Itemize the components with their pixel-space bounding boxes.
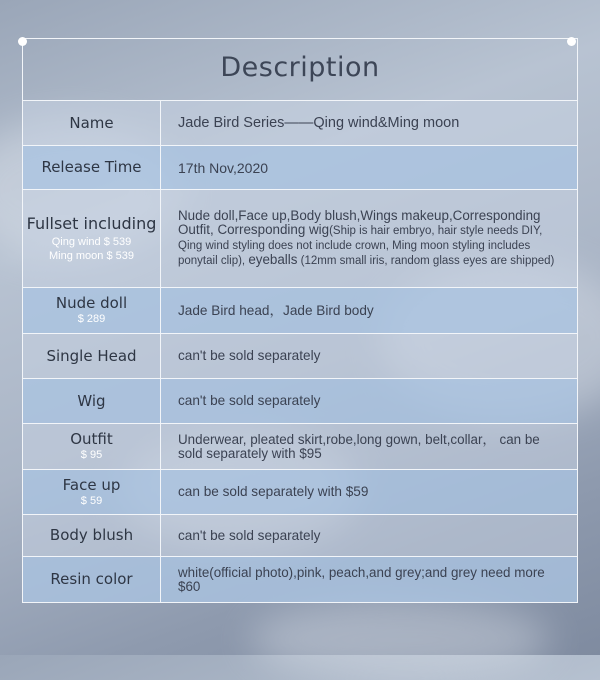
price-tag: $ 289 (77, 313, 106, 325)
row-label: Resin color (50, 570, 133, 588)
row-value-cell (161, 288, 578, 334)
row-label: Outfit (70, 430, 113, 448)
table-row (23, 379, 578, 424)
page-title: Description (220, 52, 380, 83)
row-value-cell (161, 190, 578, 288)
table-row (23, 470, 578, 515)
row-value-cell (161, 379, 578, 424)
spec-table (22, 100, 578, 603)
table-row (23, 146, 578, 190)
row-value: can't be sold separately (178, 527, 321, 543)
price-tag: $ 59 (80, 494, 103, 507)
row-label-cell (23, 557, 161, 603)
row-value: 17th Nov,2020 (178, 159, 269, 176)
table-row (23, 557, 578, 603)
fullset-wig-note: (Ship is hair embryo, hair style needs DIY, Qing wind styling does not include crown, Ming moon styling includes ponytail clip), (178, 225, 543, 267)
table-row (23, 334, 578, 379)
price-tag: $ 95 (80, 449, 103, 461)
row-label: Body blush (49, 526, 134, 544)
row-value-cell (161, 334, 578, 379)
row-value: Underwear, pleated skirt,robe,long gown, belt,collar， can be sold separately with $95 (178, 431, 540, 461)
row-label-cell (23, 379, 161, 424)
corner-dot-left (18, 37, 27, 46)
row-label-cell (23, 146, 161, 190)
price-tag: Qing wind $ 539 (51, 235, 132, 248)
row-label: Name (69, 113, 114, 132)
row-label: Face up (62, 475, 121, 494)
row-label: Single Head (46, 346, 137, 365)
row-value: can be sold separately with $59 (178, 484, 369, 499)
fullset-items: Nude doll,Face up,Body blush,Wings makeup,Corresponding Outfit, Corresponding wig (178, 208, 541, 237)
row-value: can't be sold separately (178, 348, 321, 363)
row-value-cell (161, 146, 578, 190)
fullset-eyeballs: eyeballs (248, 252, 298, 267)
row-value-cell (161, 424, 578, 470)
corner-dot-right (567, 37, 576, 46)
row-label: Wig (77, 391, 106, 410)
row-label-cell (23, 101, 161, 146)
row-label-cell (23, 288, 161, 334)
row-value: Jade Bird Series——Qing wind&Ming moon (178, 115, 460, 131)
row-label: Nude doll (55, 294, 128, 312)
table-row (23, 424, 578, 470)
row-label-cell (23, 190, 161, 288)
price-tag: Ming moon $ 539 (49, 249, 134, 262)
row-label: Release Time (41, 158, 142, 176)
row-label-cell (23, 515, 161, 557)
table-row (23, 515, 578, 557)
row-label-cell (23, 470, 161, 515)
row-value: Jade Bird head，Jade Bird body (178, 302, 374, 318)
row-label-cell (23, 334, 161, 379)
row-value: can't be sold separately (178, 393, 321, 408)
row-value-cell (161, 515, 578, 557)
fullset-eyeballs-note: (12mm small iris, random glass eyes are shipped) (297, 255, 555, 267)
row-label-cell (23, 424, 161, 470)
table-row (23, 288, 578, 334)
row-value-cell (161, 470, 578, 515)
row-value-cell (161, 557, 578, 603)
table-row (23, 101, 578, 146)
table-row (23, 190, 578, 288)
row-value (178, 209, 565, 268)
row-value: white(official photo),pink, peach,and grey;and grey need more $60 (178, 564, 545, 594)
row-label: Fullset including (26, 213, 157, 233)
row-value-cell (161, 101, 578, 146)
